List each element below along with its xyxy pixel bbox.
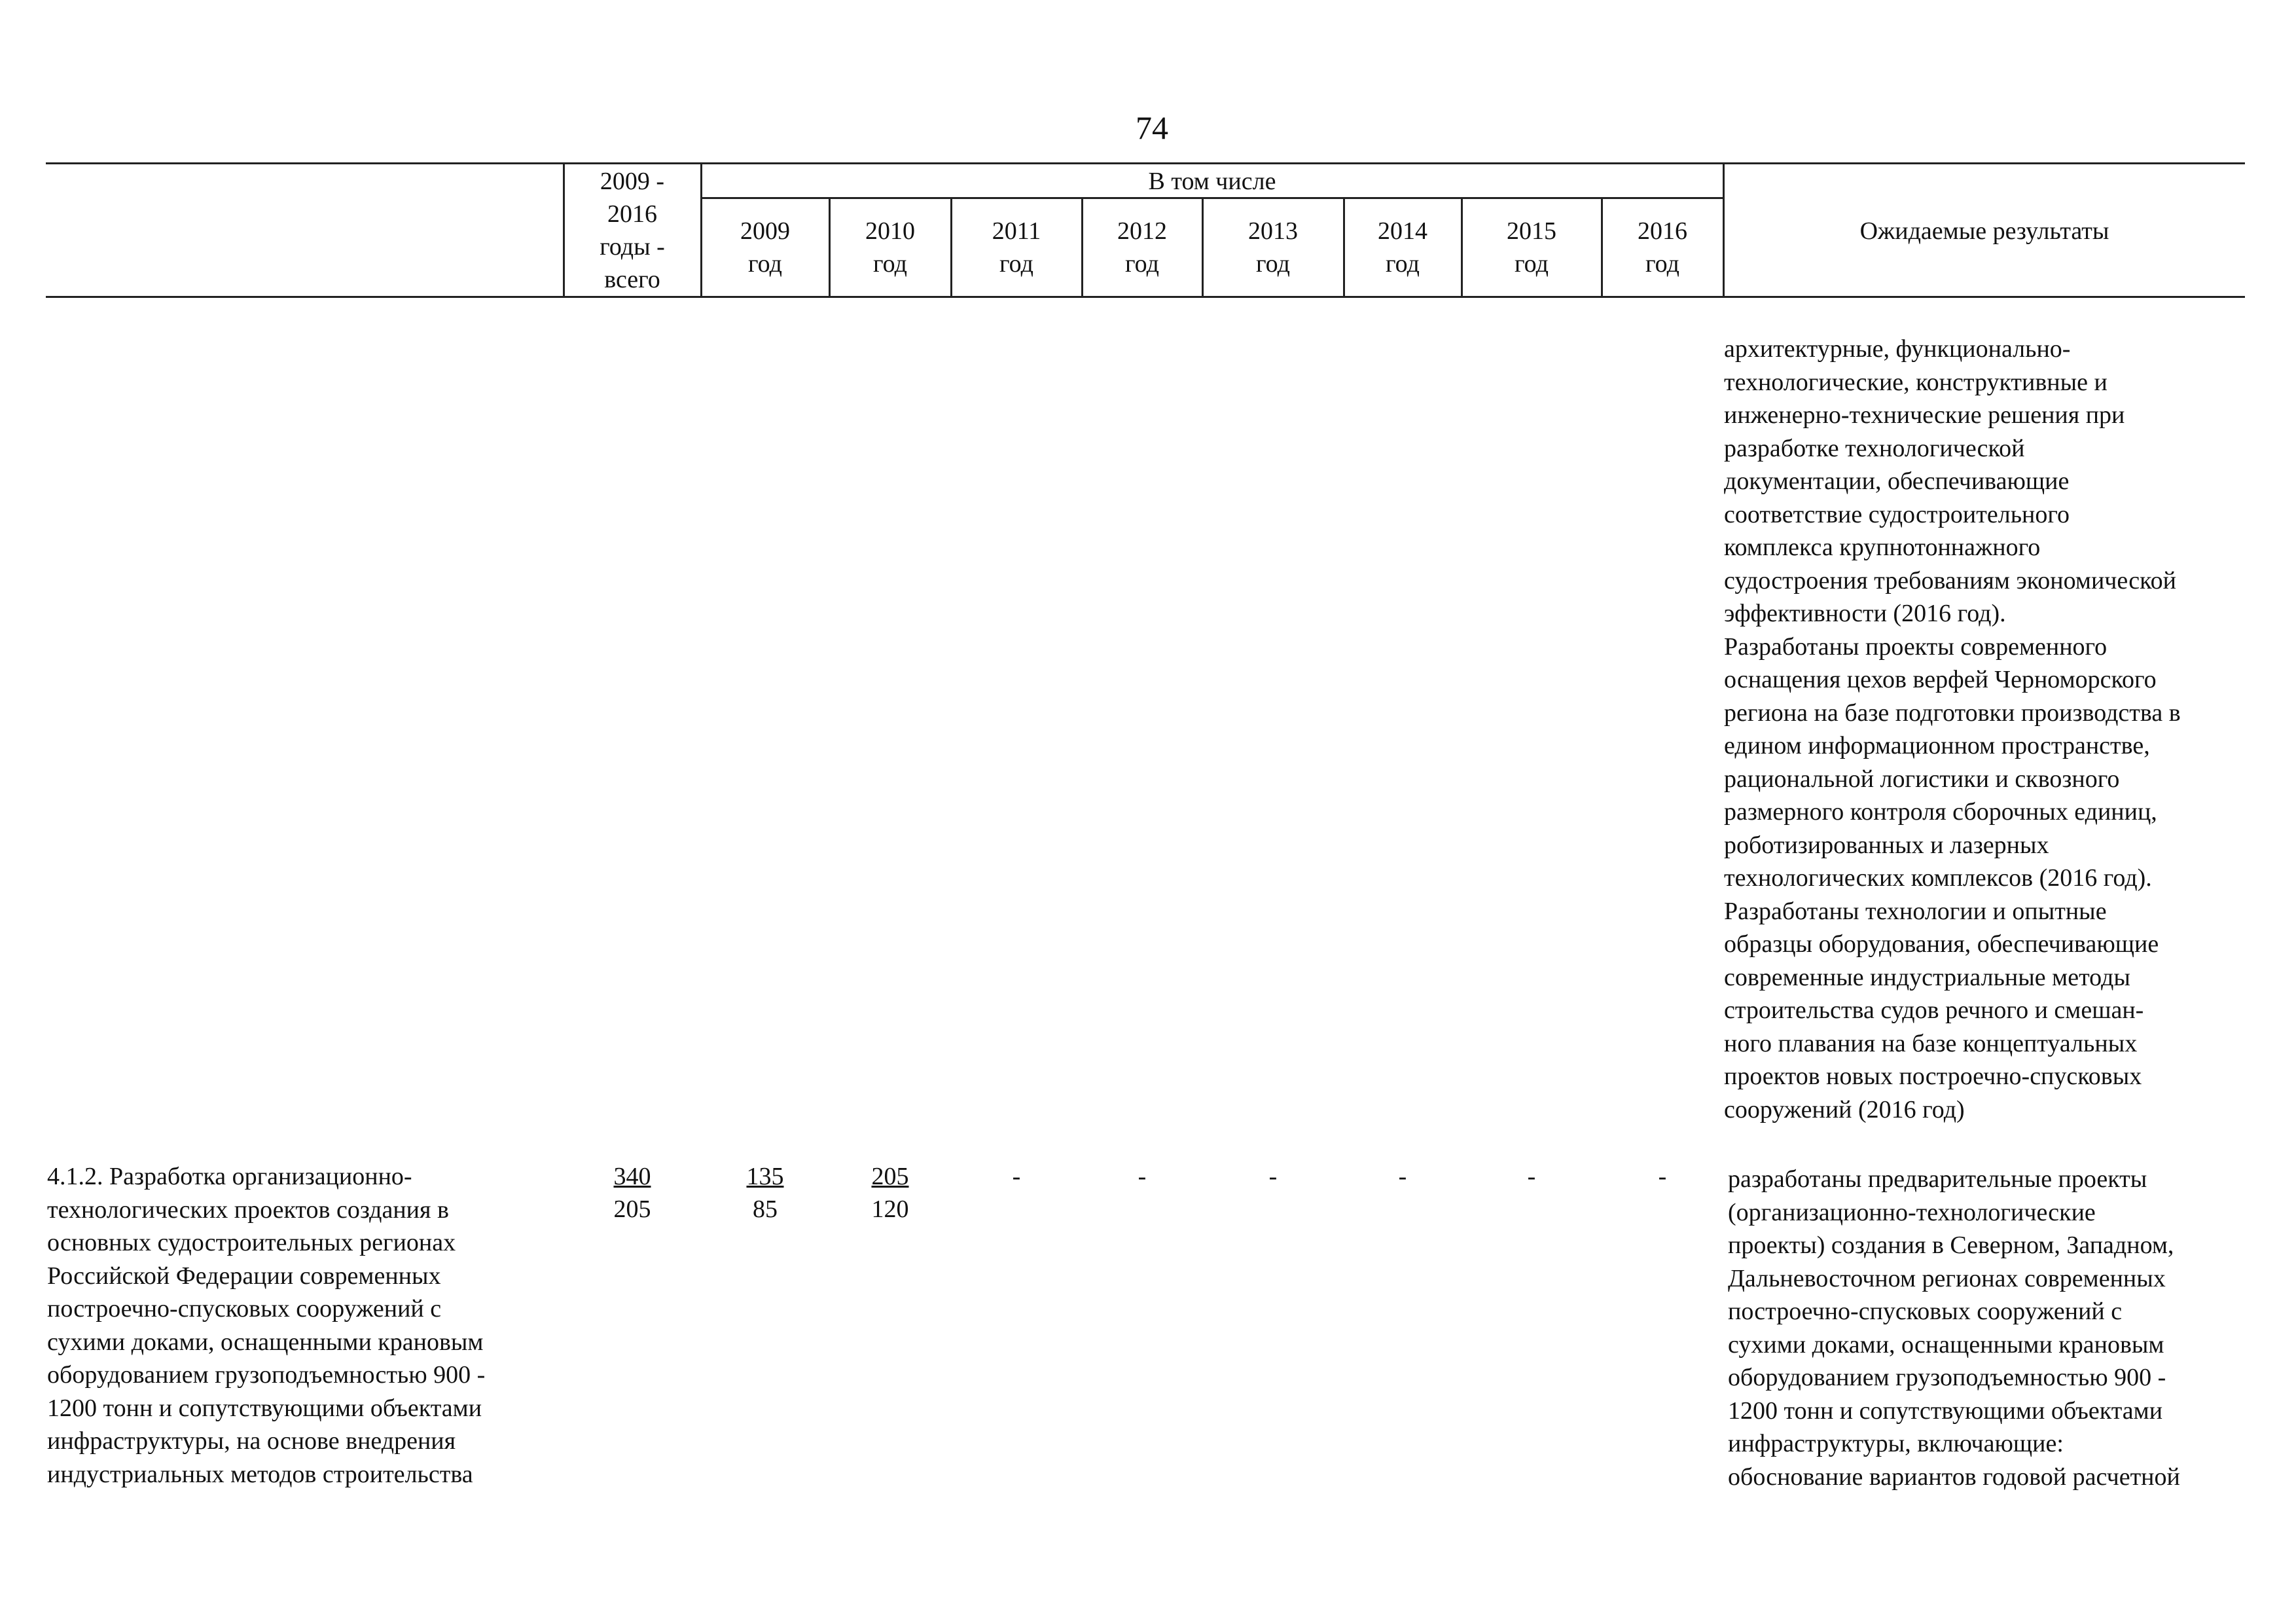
row-total-cell <box>564 1160 700 1226</box>
row-2010-cell <box>830 1160 950 1226</box>
year-label: 2012 <box>1117 217 1167 245</box>
year-unit: год <box>1125 250 1159 278</box>
value-bottom: 85 <box>753 1195 778 1223</box>
row-2013-cell: - <box>1268 1163 1278 1190</box>
header-total-line: всего <box>604 266 660 293</box>
year-label: 2009 <box>740 217 790 245</box>
header-bottom-rule <box>46 296 2245 298</box>
header-total-line: 2016 <box>607 200 657 228</box>
row-title: 4.1.2. Разработка организационно- технологических проектов создания в основных судостроительных регионах Российской Федерации современных построечно-спусковых сооружений с сухими доками, оснащенными крановым оборудованием грузоподъемностью 900 - 1200 тонн и сопутствующими объектами инфраструктуры, на основе внедрения индустриальных методов строительства <box>47 1163 486 1488</box>
header-year-2011 <box>952 215 1081 280</box>
year-label: 2014 <box>1378 217 1427 245</box>
header-year-2013 <box>1203 215 1343 280</box>
header-year-2010 <box>830 215 950 280</box>
year-unit: год <box>748 250 782 278</box>
header-year-2015 <box>1462 215 1601 280</box>
header-total-line: годы - <box>600 233 665 261</box>
header-year-2016 <box>1602 215 1723 280</box>
row-2011-cell: - <box>1012 1163 1021 1190</box>
year-label: 2010 <box>865 217 915 245</box>
year-unit: год <box>1515 250 1549 278</box>
row-results-text: разработаны предварительные проекты (организационно-технологические проекты) создания в Северном, Западном, Дальневосточном регионах современных построечно-спусковых сооружений с сухими доками, оснащенными крановым оборудованием грузоподъемностью 900 - 1200 тонн и сопутствующими объектами инфраструктуры, включающие: обоснование вариантов годовой расчетной <box>1728 1165 2180 1491</box>
year-unit: год <box>1645 250 1679 278</box>
year-unit: год <box>1256 250 1290 278</box>
page-number: 74 <box>1136 109 1168 146</box>
year-unit: год <box>873 250 907 278</box>
value-top: 135 <box>746 1163 784 1190</box>
header-group-label: В том числе <box>1148 168 1276 195</box>
value-bottom: 120 <box>871 1195 909 1223</box>
row-2014-cell: - <box>1398 1163 1407 1190</box>
row-2015-cell: - <box>1527 1163 1536 1190</box>
total-value-bottom: 205 <box>613 1195 651 1223</box>
total-value-top: 340 <box>613 1163 651 1190</box>
row-2009-cell <box>702 1160 829 1226</box>
year-label: 2016 <box>1638 217 1687 245</box>
year-label: 2015 <box>1507 217 1556 245</box>
year-label: 2013 <box>1248 217 1298 245</box>
row-2016-cell: - <box>1658 1163 1667 1190</box>
header-top-rule <box>46 162 2245 164</box>
header-year-2009 <box>702 215 829 280</box>
year-unit: год <box>999 250 1033 278</box>
value-top: 205 <box>871 1163 909 1190</box>
header-year-2012 <box>1083 215 1202 280</box>
header-year-2014 <box>1344 215 1461 280</box>
header-results: Ожидаемые результаты <box>1859 217 2109 245</box>
header-total <box>564 165 700 296</box>
year-label: 2011 <box>992 217 1041 245</box>
continuation-results-text: архитектурные, функционально- технологические, конструктивные и инженерно-технические решения при разработке технологической документации, обеспечивающие соответствие судостроительного комплекса крупнотоннажного судостроения требованиям экономической эффективности (2016 год). Разработаны проекты современного оснащения цехов верфей Черноморского региона на базе подготовки производства в едином информационном пространстве, рациональной логистики и сквозного размерного контроля сборочных единиц, роботизированных и лазерных технологических комплексов (2016 год). Разработаны технологии и опытные образцы оборудования, обеспечивающие современные индустриальные методы строительства судов речного и смешан- ного плавания на базе концептуальных проектов новых построечно-спусковых сооружений (2016 год) <box>1724 335 2181 1123</box>
row-2012-cell: - <box>1138 1163 1147 1190</box>
header-total-line: 2009 - <box>600 168 665 195</box>
year-unit: год <box>1386 250 1420 278</box>
